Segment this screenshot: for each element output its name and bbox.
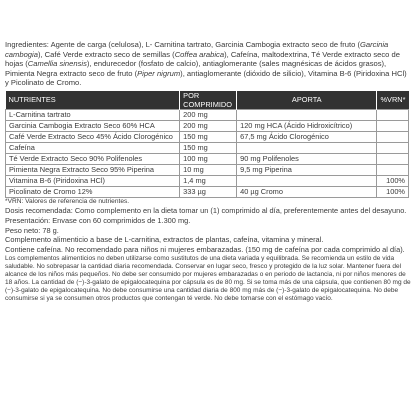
vrn-value [377,142,409,153]
ingredients-segment: ), Café Verde extracto seco de semillas ( [37,49,175,59]
provides-value [237,109,377,120]
provides-value [237,175,377,186]
amount-per-tablet: 333 µg [180,186,237,197]
ingredients-segment: ), Cafeína, maltodextrina, Té Verde extracto seco de hojas ( [5,49,400,69]
species-name: Garcinia cambogia [5,40,389,59]
presentation-text: Presentación: Envase con 60 comprimidos de 1.300 mg. [5,215,191,225]
amount-per-tablet: 200 mg [180,120,237,131]
dosage-text: Dosis recomendada: Como complemento en la dieta tomar un (1) comprimido al día, preferentemente antes del desayuno. [5,206,407,216]
vrn-value [377,109,409,120]
provides-value: 120 mg HCA (Ácido Hidroxicítrico) [237,120,377,131]
table-row [6,109,409,120]
description-text: Complemento alimenticio a base de L-carnitina, extractos de plantas, cafeína, vitamina y mineral. [5,235,324,245]
amount-per-tablet: 200 mg [180,109,237,120]
nutrient-name: Té Verde Extracto Seco 90% Polifenoles [6,153,180,164]
provides-value: 67,5 mg Ácido Clorogénico [237,131,377,142]
vrn-note: *VRN: Valores de referencia de nutrientes. [5,197,130,205]
ingredients-segment: Ingredientes: Agente de carga (celulosa), L- Carnitina tartrato, Garcinia Cambogia extracto seco de fruto ( [5,40,360,49]
nutrient-name: L-Carnitina tartrato [6,109,180,120]
ingredients-segment: ), endurecedor (fosfato de calcio), antiaglomerante (sales magnésicas de ácidos grasos), Pimienta Negra extracto seco de fruto ( [5,59,387,78]
table-row [6,120,409,131]
nutrient-name: Picolinato de Cromo 12% [6,186,180,197]
ingredients-text [5,40,411,88]
header-nutrients: NUTRIENTES [6,91,180,110]
species-name: Piper nigrum [137,68,181,78]
species-name: Camellia sinensis [27,59,87,69]
header-per-tablet: POR COMPRIMIDO [180,91,237,110]
table-header-row [6,91,409,110]
amount-per-tablet: 10 mg [180,164,237,175]
table-row [6,142,409,153]
vrn-value [377,153,409,164]
header-vrn: %VRN* [377,91,409,110]
table-row [6,164,409,175]
amount-per-tablet: 100 mg [180,153,237,164]
amount-per-tablet: 1,4 mg [180,175,237,186]
table-row [6,175,409,186]
provides-value: 9,5 mg Piperina [237,164,377,175]
provides-value: 40 µg Cromo [237,186,377,197]
vrn-value: 100% [377,175,409,186]
species-name: Coffea arabica [174,49,225,59]
header-provides: APORTA [237,91,377,110]
nutrient-name: Café Verde Extracto Seco 45% Ácido Clorogénico [6,131,180,142]
caffeine-warning: Contiene cafeína. No recomendado para niños ni mujeres embarazadas. (150 mg de cafeína por cada comprimido al día). [5,244,405,254]
vrn-value [377,131,409,142]
provides-value [237,142,377,153]
amount-per-tablet: 150 mg [180,142,237,153]
nutrient-name: Pimienta Negra Extracto Seco 95% Piperina [6,164,180,175]
nutrition-table [5,91,409,198]
amount-per-tablet: 150 mg [180,131,237,142]
table-row [6,186,409,197]
vrn-value [377,164,409,175]
vrn-value: 100% [377,186,409,197]
nutrient-name: Vitamina B-6 (Piridoxina HCl) [6,175,180,186]
ingredients-segment: ), antiaglomerante (dióxido de silicio), Vitamina B-6 (Piridoxina HCl) y Picolinato de Cromo. [5,68,407,88]
nutrient-name: Garcinia Cambogia Extracto Seco 60% HCA [6,120,180,131]
product-label [5,40,411,303]
table-row [6,131,409,142]
net-weight-text: Peso neto: 78 g. [5,225,59,235]
table-row [6,153,409,164]
fine-print: Los complementos alimenticios no deben utilizarse como sustitutos de una dieta variada y equilibrada. Se recomienda un estilo de vida saludable. No sobrepasar la cantidad diaria recomendada. Conservar en lugar seco, fresco y protegido de la luz solar. Mantener fuera del alcance de los niños más pequeños. No debe ser consumido por mujeres embarazadas o en periodo de lactancia, ni por niños menores de 18 años. La cantidad de (−)-3-galato de epigalocatequina por cápsula es de 80 mg. Si se toma más de una cápsula, que contienen 80 mg de (−)-3-galato de epigalocatequina. No debe consumirse una cantidad diaria de 800 mg más de (−)-3-galato de epigalocatequina. No debe consumirse si ya se consumen otros productos que contengan té verde. No debe tomarse con el estómago vacío. [5,255,411,303]
nutrient-name: Cafeína [6,142,180,153]
provides-value: 90 mg Polifenoles [237,153,377,164]
vrn-value [377,120,409,131]
